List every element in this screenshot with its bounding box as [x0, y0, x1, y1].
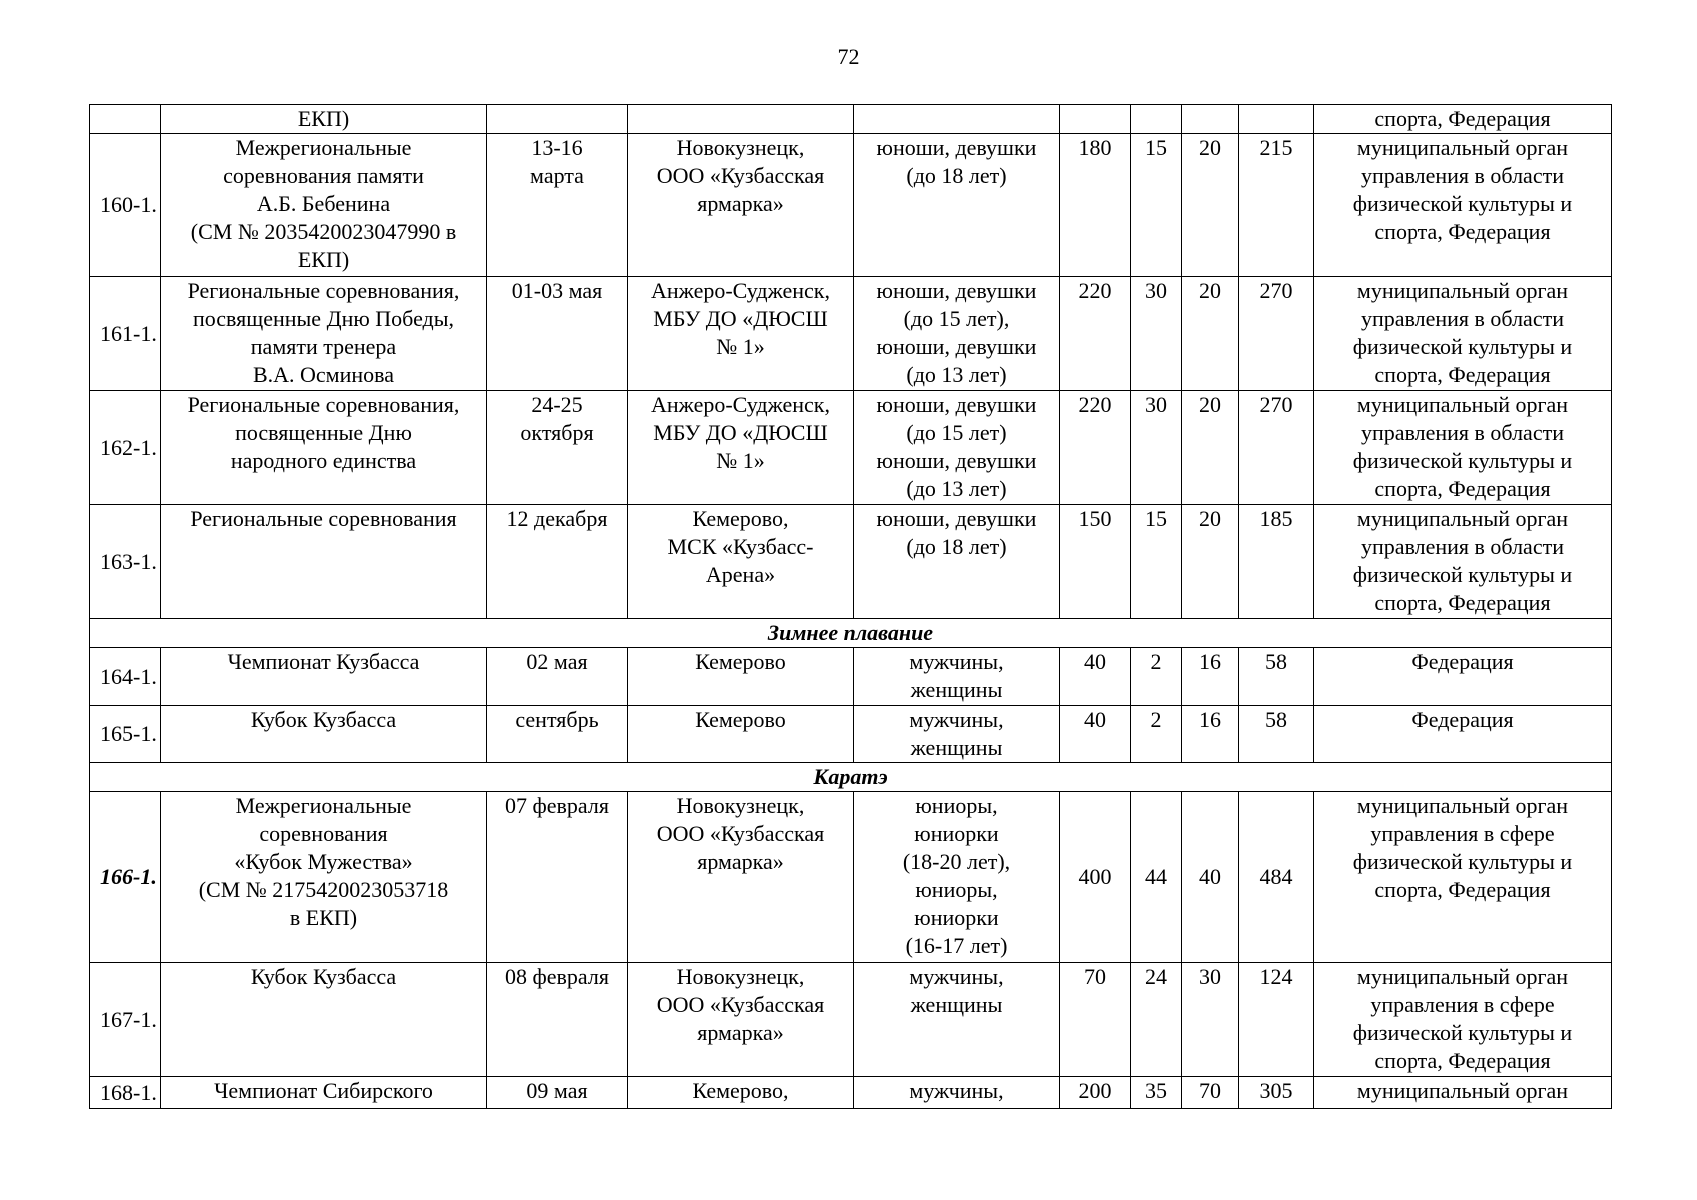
section-row [90, 619, 1612, 648]
row-number: 161-1. [90, 277, 161, 391]
organizer: муниципальный орган управления в сфере физической культуры и спорта, Федерация [1314, 963, 1612, 1077]
event-place: Новокузнецк, ООО «Кузбасская ярмарка» [628, 134, 854, 277]
count-2: 2 [1131, 648, 1182, 706]
row-number: 160-1. [90, 134, 161, 277]
event-place: Кемерово [628, 648, 854, 706]
event-name: Региональные соревнования [161, 505, 487, 619]
participants: мужчины, [854, 1077, 1060, 1109]
event-date: сентябрь [487, 706, 628, 763]
count-3: 16 [1182, 648, 1239, 706]
organizer: Федерация [1314, 706, 1612, 763]
organizer: муниципальный орган управления в области физической культуры и спорта, Федерация [1314, 277, 1612, 391]
row-number: 163-1. [90, 505, 161, 619]
count-2: 15 [1131, 134, 1182, 277]
participants: юниоры, юниорки (18-20 лет), юниоры, юниорки (16-17 лет) [854, 792, 1060, 963]
event-place: Кемерово, МСК «Кузбасс- Арена» [628, 505, 854, 619]
event-place: Новокузнецк, ООО «Кузбасская ярмарка» [628, 792, 854, 963]
count-3: 16 [1182, 706, 1239, 763]
count-1: 200 [1060, 1077, 1131, 1109]
count-3: 30 [1182, 963, 1239, 1077]
event-name: Кубок Кузбасса [161, 963, 487, 1077]
count-2: 24 [1131, 963, 1182, 1077]
events-table [89, 104, 1612, 1109]
table-row [90, 277, 1612, 391]
section-row [90, 763, 1612, 792]
participants [854, 105, 1060, 134]
total-count: 270 [1239, 391, 1314, 505]
count-3: 40 [1182, 792, 1239, 963]
total-count: 58 [1239, 706, 1314, 763]
participants: юноши, девушки (до 18 лет) [854, 505, 1060, 619]
total-count: 305 [1239, 1077, 1314, 1109]
total-count: 484 [1239, 792, 1314, 963]
event-name: Региональные соревнования, посвященные Дню Победы, памяти тренера В.А. Осминова [161, 277, 487, 391]
participants: мужчины, женщины [854, 648, 1060, 706]
total-count: 270 [1239, 277, 1314, 391]
participants: мужчины, женщины [854, 963, 1060, 1077]
organizer: муниципальный орган управления в сфере физической культуры и спорта, Федерация [1314, 792, 1612, 963]
event-name: ЕКП) [161, 105, 487, 134]
count-1: 150 [1060, 505, 1131, 619]
row-number: 162-1. [90, 391, 161, 505]
event-date: 24-25 октября [487, 391, 628, 505]
table-row [90, 792, 1612, 963]
event-name: Межрегиональные соревнования «Кубок Мужества» (СМ № 2175420023053718 в ЕКП) [161, 792, 487, 963]
count-2: 2 [1131, 706, 1182, 763]
total-count: 185 [1239, 505, 1314, 619]
table-row [90, 963, 1612, 1077]
event-date: 13-16 марта [487, 134, 628, 277]
table-row [90, 105, 1612, 134]
count-3: 20 [1182, 134, 1239, 277]
count-3: 20 [1182, 277, 1239, 391]
count-3: 70 [1182, 1077, 1239, 1109]
organizer: муниципальный орган управления в области физической культуры и спорта, Федерация [1314, 134, 1612, 277]
count-1 [1060, 105, 1131, 134]
section-title: Зимнее плавание [90, 619, 1612, 648]
row-number: 167-1. [90, 963, 161, 1077]
organizer: спорта, Федерация [1314, 105, 1612, 134]
event-date: 02 мая [487, 648, 628, 706]
event-place: Кемерово, [628, 1077, 854, 1109]
count-2 [1131, 105, 1182, 134]
count-1: 220 [1060, 391, 1131, 505]
participants: юноши, девушки (до 15 лет) юноши, девушки (до 13 лет) [854, 391, 1060, 505]
total-count [1239, 105, 1314, 134]
count-3 [1182, 105, 1239, 134]
event-place: Кемерово [628, 706, 854, 763]
total-count: 124 [1239, 963, 1314, 1077]
table-row [90, 134, 1612, 277]
table-row [90, 648, 1612, 706]
organizer: муниципальный орган управления в области физической культуры и спорта, Федерация [1314, 505, 1612, 619]
participants: мужчины, женщины [854, 706, 1060, 763]
count-2: 35 [1131, 1077, 1182, 1109]
page-number: 72 [837, 44, 860, 69]
total-count: 215 [1239, 134, 1314, 277]
event-name: Чемпионат Кузбасса [161, 648, 487, 706]
count-1: 40 [1060, 648, 1131, 706]
organizer: муниципальный орган [1314, 1077, 1612, 1109]
event-date: 07 февраля [487, 792, 628, 963]
count-3: 20 [1182, 391, 1239, 505]
event-name: Межрегиональные соревнования памяти А.Б. Бебенина (СМ № 2035420023047990 в ЕКП) [161, 134, 487, 277]
organizer: муниципальный орган управления в области физической культуры и спорта, Федерация [1314, 391, 1612, 505]
count-2: 30 [1131, 391, 1182, 505]
event-date: 12 декабря [487, 505, 628, 619]
event-place: Анжеро-Судженск, МБУ ДО «ДЮСШ № 1» [628, 277, 854, 391]
total-count: 58 [1239, 648, 1314, 706]
event-date: 01-03 мая [487, 277, 628, 391]
event-date: 09 мая [487, 1077, 628, 1109]
row-number: 164-1. [90, 648, 161, 706]
count-3: 20 [1182, 505, 1239, 619]
table-row [90, 1077, 1612, 1109]
event-place: Новокузнецк, ООО «Кузбасская ярмарка» [628, 963, 854, 1077]
organizer: Федерация [1314, 648, 1612, 706]
event-name: Региональные соревнования, посвященные Дню народного единства [161, 391, 487, 505]
table-row [90, 706, 1612, 763]
event-date: 08 февраля [487, 963, 628, 1077]
count-1: 400 [1060, 792, 1131, 963]
count-2: 44 [1131, 792, 1182, 963]
section-title: Каратэ [90, 763, 1612, 792]
event-place: Анжеро-Судженск, МБУ ДО «ДЮСШ № 1» [628, 391, 854, 505]
event-name: Кубок Кузбасса [161, 706, 487, 763]
row-number: 165-1. [90, 706, 161, 763]
count-2: 15 [1131, 505, 1182, 619]
participants: юноши, девушки (до 18 лет) [854, 134, 1060, 277]
event-place [628, 105, 854, 134]
event-name: Чемпионат Сибирского [161, 1077, 487, 1109]
row-number: 166-1. [90, 792, 161, 963]
row-number [90, 105, 161, 134]
count-1: 40 [1060, 706, 1131, 763]
count-1: 70 [1060, 963, 1131, 1077]
table-row [90, 391, 1612, 505]
event-date [487, 105, 628, 134]
count-2: 30 [1131, 277, 1182, 391]
count-1: 180 [1060, 134, 1131, 277]
count-1: 220 [1060, 277, 1131, 391]
row-number: 168-1. [90, 1077, 161, 1109]
table-row [90, 505, 1612, 619]
participants: юноши, девушки (до 15 лет), юноши, девушки (до 13 лет) [854, 277, 1060, 391]
